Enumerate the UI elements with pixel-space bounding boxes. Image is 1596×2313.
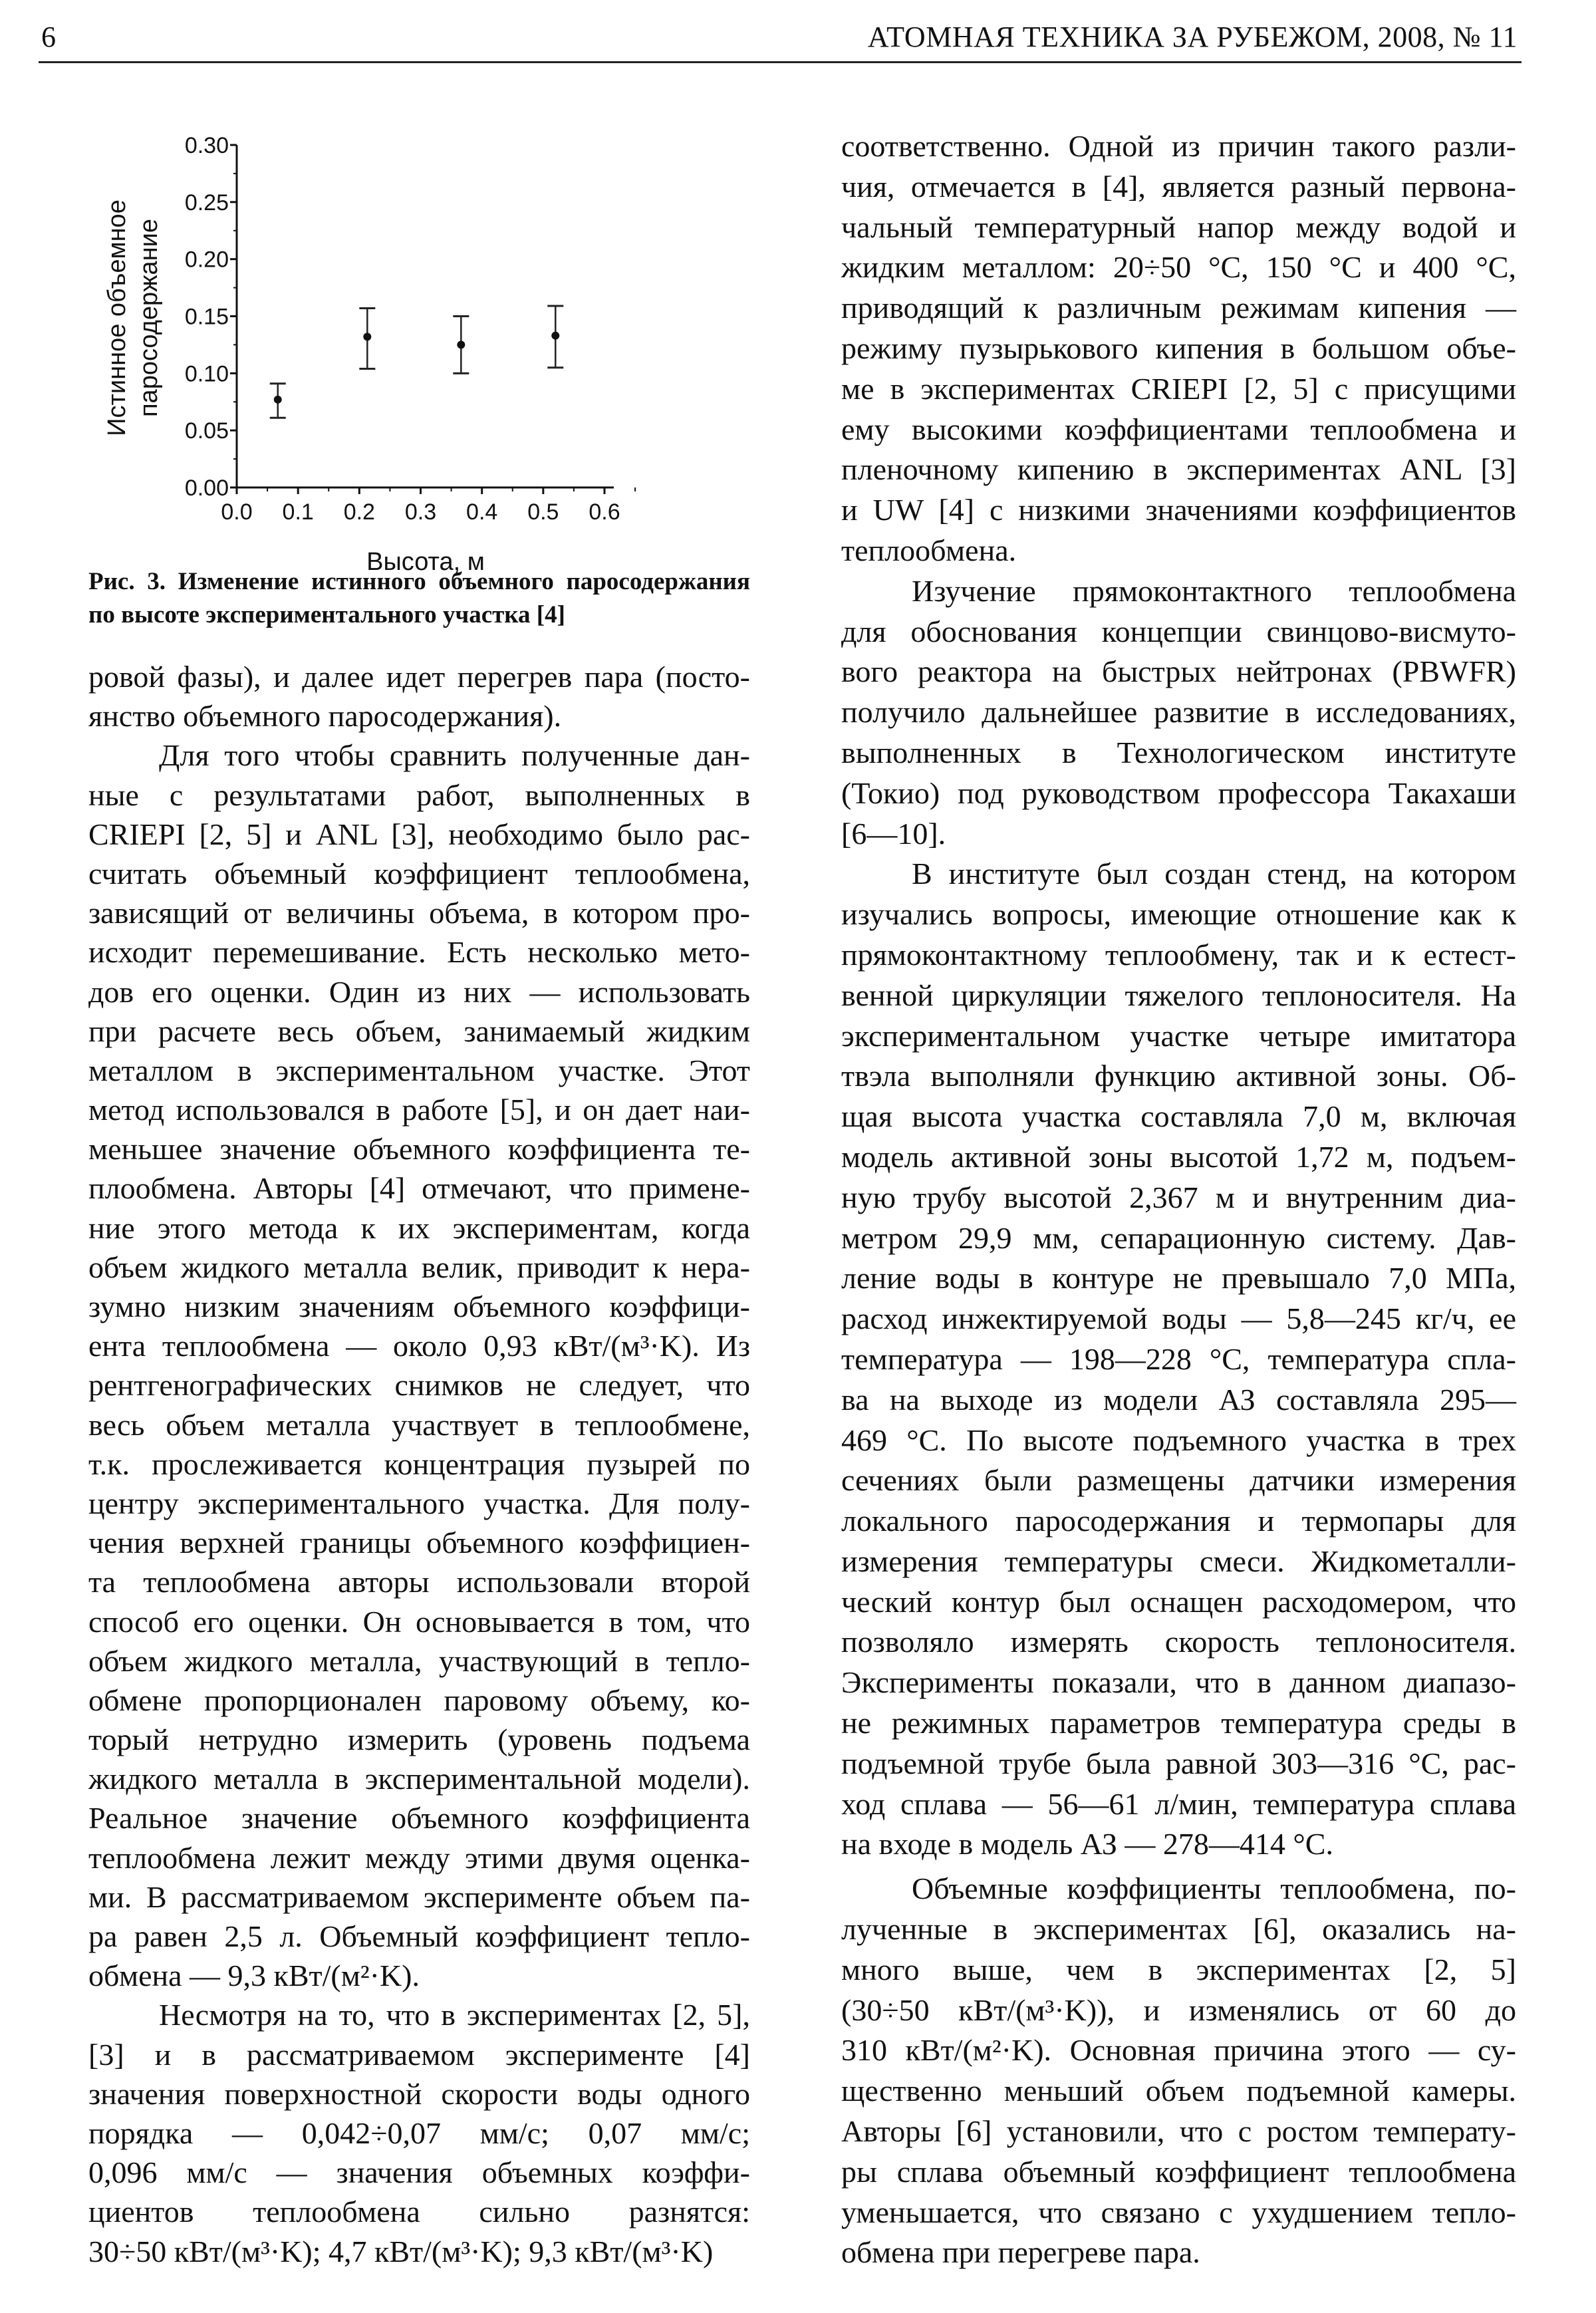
- x-tick-label: 0.6: [589, 499, 620, 525]
- x-tick-label: 0.2: [343, 499, 375, 525]
- text-line: жидкого металла в экспериментальной модели).: [88, 1762, 750, 1796]
- text-line: [6—10].: [841, 816, 946, 851]
- text-line: Изучение прямоконтактного теплообмена: [912, 573, 1516, 608]
- text-line: объем жидкого металла, участвующий в тепло-: [88, 1643, 750, 1678]
- text-line: позволяло измерять скорость теплоносителя.: [841, 1625, 1516, 1659]
- text-line: обмене пропорционален паровому объему, ко-: [88, 1683, 750, 1717]
- text-line: В институте был создан стенд, на котором: [912, 857, 1516, 891]
- text-line: венной циркуляции тяжелого теплоносителя. На: [841, 978, 1516, 1012]
- page-number: 6: [41, 21, 56, 53]
- paragraph: [88, 1995, 750, 2270]
- text-line: рентгенографических снимков не следует, что: [88, 1368, 750, 1403]
- text-line: зумно низким значениям объемного коэффици-: [88, 1290, 750, 1323]
- text-line: значения поверхностной скорости воды одного: [88, 2076, 750, 2111]
- text-line: 0,096 мм/с — значения объемных коэффи-: [88, 2155, 750, 2190]
- paragraph: [88, 736, 750, 1995]
- text-line: янство объемного паросодержания).: [88, 699, 562, 734]
- text-line: ему высокими коэффициентами теплообмена и: [841, 412, 1516, 446]
- text-line: сечениях были размещены датчики измерения: [841, 1463, 1516, 1498]
- text-line: много выше, чем в экспериментах [2, 5]: [841, 1952, 1516, 1986]
- text-line: (Токио) под руководством профессора Такахаши: [841, 775, 1516, 810]
- text-column-right: [841, 126, 1516, 2273]
- text-line: изучались вопросы, имеющие отношение как к: [841, 897, 1516, 932]
- paragraph: [88, 657, 750, 736]
- text-line: чения верхней границы объемного коэффициен-: [88, 1526, 750, 1560]
- text-line: на входе в модель АЗ — 278—414 °C.: [841, 1827, 1333, 1861]
- text-line: для обоснования концепции свинцово-висмуто-: [841, 614, 1516, 648]
- text-line: 310 кВт/(м²·K). Основная причина этого — су-: [841, 2033, 1516, 2068]
- text-line: соответственно. Одной из причин такого разли-: [841, 129, 1516, 163]
- text-line: и UW [4] с низкими значениями коэффициентов: [841, 493, 1516, 527]
- text-line: циентов теплообмена сильно разнятся:: [88, 2195, 750, 2229]
- text-line: Реальное значение объемного коэффициента: [88, 1801, 750, 1836]
- text-line: способ его оценки. Он основывается в том, что: [88, 1604, 750, 1639]
- text-line: уменьшается, что связано с ухудшением тепло-: [841, 2195, 1516, 2229]
- text-line: щественно меньший объем подъемной камеры.: [841, 2074, 1516, 2108]
- text-line: [3] и в рассматриваемом эксперименте [4]: [88, 2037, 750, 2072]
- text-line: ход сплава — 56—61 л/мин, температура сплава: [841, 1786, 1516, 1821]
- x-tick-label: 0.5: [527, 499, 559, 525]
- data-point: [457, 340, 465, 348]
- y-axis-label-line2: паросодержание: [135, 218, 163, 418]
- paragraph: [841, 854, 1516, 1865]
- text-line: расход инжектируемой воды — 5,8—245 кг/ч, ее: [841, 1301, 1516, 1336]
- text-line: лученные в экспериментах [6], оказались на-: [841, 1912, 1516, 1947]
- y-tick-label: 0.25: [184, 190, 229, 215]
- text-line: прямоконтактному теплообмену, так и к естест-: [841, 937, 1516, 972]
- text-line: получило дальнейшее развитие в исследованиях,: [841, 695, 1516, 730]
- text-line: Для того чтобы сравнить полученные дан-: [159, 738, 750, 773]
- y-axis-label-line1: Истинное объемное: [103, 200, 131, 436]
- text-line: ние этого метода к их экспериментам, когда: [88, 1210, 750, 1245]
- text-line: чальный температурный напор между водой и: [841, 209, 1516, 244]
- text-line: 469 °C. По высоте подъемного участка в трех: [841, 1423, 1516, 1457]
- text-line: Авторы [6] установили, что с ростом температу-: [841, 2114, 1516, 2149]
- text-line: (30÷50 кВт/(м³·K)), и изменялись от 60 до: [841, 1992, 1516, 2027]
- text-line: обмена при перегреве пара.: [841, 2235, 1200, 2270]
- text-line: измерения температуры смеси. Жидкометалли-: [841, 1544, 1516, 1578]
- text-line: ми. В рассматриваемом эксперименте объем па-: [88, 1879, 750, 1914]
- text-line: та теплообмена авторы использовали второй: [88, 1565, 750, 1599]
- text-line: не режимных параметров температура среды в: [841, 1706, 1516, 1740]
- text-line: 30÷50 кВт/(м³·K); 4,7 кВт/(м³·K); 9,3 кВт/(м³·K): [88, 2234, 714, 2268]
- text-line: объем жидкого металла велик, приводит к нера-: [88, 1250, 750, 1284]
- x-tick-label: 0.3: [404, 499, 437, 525]
- text-line: исходит перемешивание. Есть несколько мето-: [88, 935, 750, 970]
- text-line: дов его оценки. Один из них — использовать: [88, 974, 750, 1009]
- y-tick-label: 0.00: [184, 476, 229, 501]
- x-axis-label: Высота, м: [366, 548, 485, 576]
- text-column-left: [88, 657, 750, 2271]
- text-line: плообмена. Авторы [4] отмечают, что примене-: [88, 1171, 750, 1206]
- text-line: модель активной зоны высотой 1,72 м, подъем-: [841, 1139, 1516, 1174]
- text-line: центру экспериментального участка. Для полу-: [88, 1486, 750, 1520]
- text-line: т.к. прослеживается концентрация пузырей по: [88, 1446, 750, 1481]
- text-line: теплообмена.: [841, 533, 1017, 567]
- text-line: температура — 198—228 °C, температура спла-: [841, 1341, 1516, 1376]
- text-line: CRIEPI [2, 5] и ANL [3], необходимо было рас-: [88, 817, 750, 851]
- y-tick-label: 0.05: [184, 418, 229, 444]
- text-line: теплообмена лежит между этими двумя оценка-: [88, 1840, 750, 1875]
- text-line: обмена — 9,3 кВт/(м²·K).: [88, 1959, 420, 1993]
- text-line: пленочному кипению в экспериментах ANL [3]: [841, 452, 1516, 487]
- paragraph: [841, 1869, 1516, 2273]
- text-line: ента теплообмена — около 0,93 кВт/(м³·K). Из: [88, 1329, 750, 1363]
- text-line: ме в экспериментах CRIEPI [2, 5] с присущими: [841, 371, 1516, 406]
- y-tick-label: 0.10: [184, 361, 229, 387]
- y-tick-label: 0.30: [184, 133, 229, 158]
- text-line: щая высота участка составляла 7,0 м, включая: [841, 1099, 1516, 1134]
- text-line: жидким металлом: 20÷50 °C, 150 °C и 400 °C,: [841, 250, 1516, 285]
- y-tick-label: 0.20: [184, 247, 229, 273]
- text-line: ную трубу высотой 2,367 м и внутренним диа-: [841, 1180, 1516, 1214]
- figure-caption: Рис. 3. Изменение истинного объемного паросодержания по высоте экспериментального участка [4]: [88, 568, 750, 628]
- x-tick-label: 0.0: [221, 499, 253, 525]
- text-line: при расчете весь объем, занимаемый жидким: [88, 1014, 750, 1048]
- text-line: твэла выполняли функцию активной зоны. Об-: [841, 1059, 1516, 1093]
- text-line: ра равен 2,5 л. Объемный коэффициент тепло-: [88, 1919, 750, 1953]
- text-line: вого реактора на быстрых нейтронах (PBWFR): [841, 654, 1516, 689]
- text-line: металлом в экспериментальном участке. Этот: [88, 1053, 750, 1087]
- text-line: весь объем металла участвует в теплообмене,: [88, 1407, 750, 1442]
- text-line: выполненных в Технологическом институте: [841, 735, 1516, 769]
- text-line: локального паросодержания и термопары для: [841, 1504, 1516, 1538]
- text-line: Объемные коэффициенты теплообмена, по-: [912, 1871, 1516, 1906]
- text-line: Несмотря на то, что в экспериментах [2, 5],: [159, 1998, 750, 2032]
- data-point: [363, 333, 371, 340]
- text-line: ческий контур был оснащен расходомером, что: [841, 1584, 1516, 1619]
- figure-3-chart: [0, 0, 765, 585]
- text-line: ры сплава объемный коэффициент теплообмена: [841, 2154, 1516, 2189]
- running-header: АТОМНАЯ ТЕХНИКА ЗА РУБЕЖОМ, 2008, № 11: [867, 21, 1518, 53]
- text-line: ление воды в контуре не превышало 7,0 МПа,: [841, 1261, 1516, 1295]
- text-line: экспериментальном участке четыре имитатора: [841, 1018, 1516, 1053]
- text-line: Эксперименты показали, что в данном диапазо-: [841, 1665, 1516, 1700]
- text-line: меньшее значение объемного коэффициента те-: [88, 1132, 750, 1166]
- text-line: чия, отмечается в [4], является разный первона-: [841, 169, 1516, 204]
- text-line: ровой фазы), и далее идет перегрев пара (посто-: [88, 660, 750, 694]
- data-point: [551, 332, 559, 340]
- text-line: режиму пузырькового кипения в большом объе-: [841, 331, 1516, 365]
- text-line: ва на выходе из модели АЗ составляла 295—: [841, 1382, 1516, 1417]
- paragraph: [841, 126, 1516, 571]
- text-line: торый нетрудно измерить (уровень подъема: [88, 1722, 750, 1757]
- text-line: порядка — 0,042÷0,07 мм/с; 0,07 мм/с;: [88, 2115, 750, 2150]
- text-line: подъемной трубе была равной 303—316 °C, рас-: [841, 1746, 1516, 1780]
- text-line: ные с результатами работ, выполненных в: [88, 777, 750, 812]
- y-tick-label: 0.15: [184, 304, 229, 330]
- paragraph: [841, 571, 1516, 855]
- text-line: зависящий от величины объема, в котором про-: [88, 896, 750, 930]
- x-tick-label: 0.4: [466, 499, 498, 525]
- text-line: метром 29,9 мм, сепарационную систему. Дав-: [841, 1220, 1516, 1255]
- text-line: приводящий к различным режимам кипения —: [841, 291, 1516, 325]
- text-line: считать объемный коэффициент теплообмена,: [88, 856, 750, 890]
- data-point: [274, 396, 282, 404]
- text-line: метод использовался в работе [5], и он дает наи-: [88, 1093, 750, 1127]
- x-tick-label: 0.1: [282, 499, 314, 525]
